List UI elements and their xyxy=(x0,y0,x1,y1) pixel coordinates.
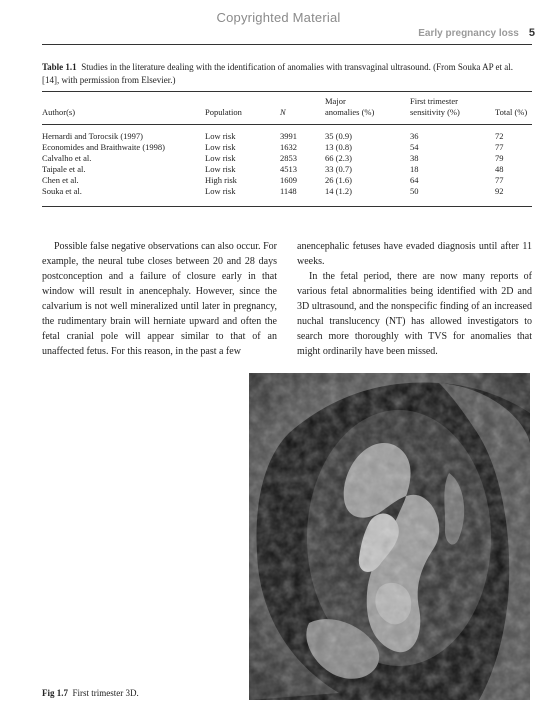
cell-author: Souka et al. xyxy=(42,186,82,196)
table-row xyxy=(42,123,532,142)
cell-population: High risk xyxy=(205,175,237,185)
cell-author: Economides and Braithwaite (1998) xyxy=(42,142,165,152)
cell-population: Low risk xyxy=(205,153,236,163)
cell-n: 4513 xyxy=(280,164,297,174)
header-rule xyxy=(42,44,532,45)
header-total: Total (%) xyxy=(495,107,528,117)
cell-n: 1148 xyxy=(280,186,297,196)
table-header-row xyxy=(42,96,532,123)
cell-n: 1632 xyxy=(280,142,297,152)
cell-major: 13 (0.8) xyxy=(325,142,352,152)
table-bottom-rule xyxy=(42,206,532,207)
cell-total: 92 xyxy=(495,186,504,196)
cell-fts: 38 xyxy=(410,153,419,163)
ultrasound-3d-figure xyxy=(249,373,530,700)
cell-author: Chen et al. xyxy=(42,175,79,185)
figure-caption-text: First trimester 3D. xyxy=(72,688,139,698)
header-first-trimester-sensitivity: First trimester sensitivity (%) xyxy=(410,96,460,117)
cell-total: 79 xyxy=(495,153,504,163)
cell-total: 77 xyxy=(495,142,504,152)
running-head xyxy=(418,27,535,39)
paragraph: anencephalic fetuses have evaded diagnosis until after 11 weeks. xyxy=(297,241,532,267)
paragraph: In the fetal period, there are now many reports of various fetal abnormalities being identified with 2D and 3D ultrasound, and the nonspecific finding of an increased nuchal translucency (NT) has allowed investigators to search more thoroughly with TVS for anomalies that might ordinarily have been missed. xyxy=(297,271,532,357)
cell-fts: 36 xyxy=(410,131,419,141)
anomaly-studies-table xyxy=(42,96,532,197)
cell-n: 3991 xyxy=(280,131,297,141)
table-caption xyxy=(42,61,532,87)
cell-author: Calvalho et al. xyxy=(42,153,92,163)
cell-fts: 64 xyxy=(410,175,419,185)
table-header-rule xyxy=(42,124,532,125)
cell-major: 26 (1.6) xyxy=(325,175,352,185)
ultrasound-image xyxy=(249,373,530,700)
cell-population: Low risk xyxy=(205,142,236,152)
table-row xyxy=(42,164,532,175)
paragraph: Possible false negative observations can also occur. For example, the neural tube closes between 20 and 28 days postconception and a failure of closure early in that window will result in anencephaly. However, since the calvarium is not well mineralized until later in pregnancy, the rudimentary brain will herniate upward and often the fetal cranial pole will appear similar to that of an unaffected fetus. For this reason, in the past a few xyxy=(42,241,277,357)
cell-total: 77 xyxy=(495,175,504,185)
table-row xyxy=(42,142,532,153)
cell-major: 66 (2.3) xyxy=(325,153,352,163)
table-row xyxy=(42,186,532,197)
page-number: 5 xyxy=(528,27,535,39)
body-column-right xyxy=(297,239,532,359)
cell-author: Taipale et al. xyxy=(42,164,86,174)
cell-author: Hernardi and Torocsik (1997) xyxy=(42,131,143,141)
table-row xyxy=(42,175,532,186)
cell-population: Low risk xyxy=(205,164,236,174)
cell-population: Low risk xyxy=(205,186,236,196)
header-n: N xyxy=(280,107,286,117)
cell-fts: 54 xyxy=(410,142,419,152)
cell-total: 48 xyxy=(495,164,504,174)
cell-total: 72 xyxy=(495,131,504,141)
cell-major: 14 (1.2) xyxy=(325,186,352,196)
cell-n: 1609 xyxy=(280,175,297,185)
header-population: Population xyxy=(205,107,242,117)
table-caption-text: Studies in the literature dealing with the identification of anomalies with transvaginal ultrasound. (From Souka AP et al. [14], with permission from Elsevier.) xyxy=(42,62,514,85)
header-author: Author(s) xyxy=(42,107,76,117)
figure-caption xyxy=(42,688,139,698)
header-major-anomalies: Major anomalies (%) xyxy=(325,96,375,117)
cell-n: 2853 xyxy=(280,153,297,163)
cell-major: 33 (0.7) xyxy=(325,164,352,174)
figure-label: Fig 1.7 xyxy=(42,688,68,698)
table-top-rule xyxy=(42,91,532,92)
table-row xyxy=(42,153,532,164)
cell-fts: 50 xyxy=(410,186,419,196)
body-column-left xyxy=(42,239,277,359)
cell-major: 35 (0.9) xyxy=(325,131,352,141)
cell-fts: 18 xyxy=(410,164,419,174)
running-head-title: Early pregnancy loss xyxy=(418,28,519,39)
copyright-watermark: Copyrighted Material xyxy=(216,10,341,25)
table-caption-label: Table 1.1 xyxy=(42,62,77,72)
cell-population: Low risk xyxy=(205,131,236,141)
